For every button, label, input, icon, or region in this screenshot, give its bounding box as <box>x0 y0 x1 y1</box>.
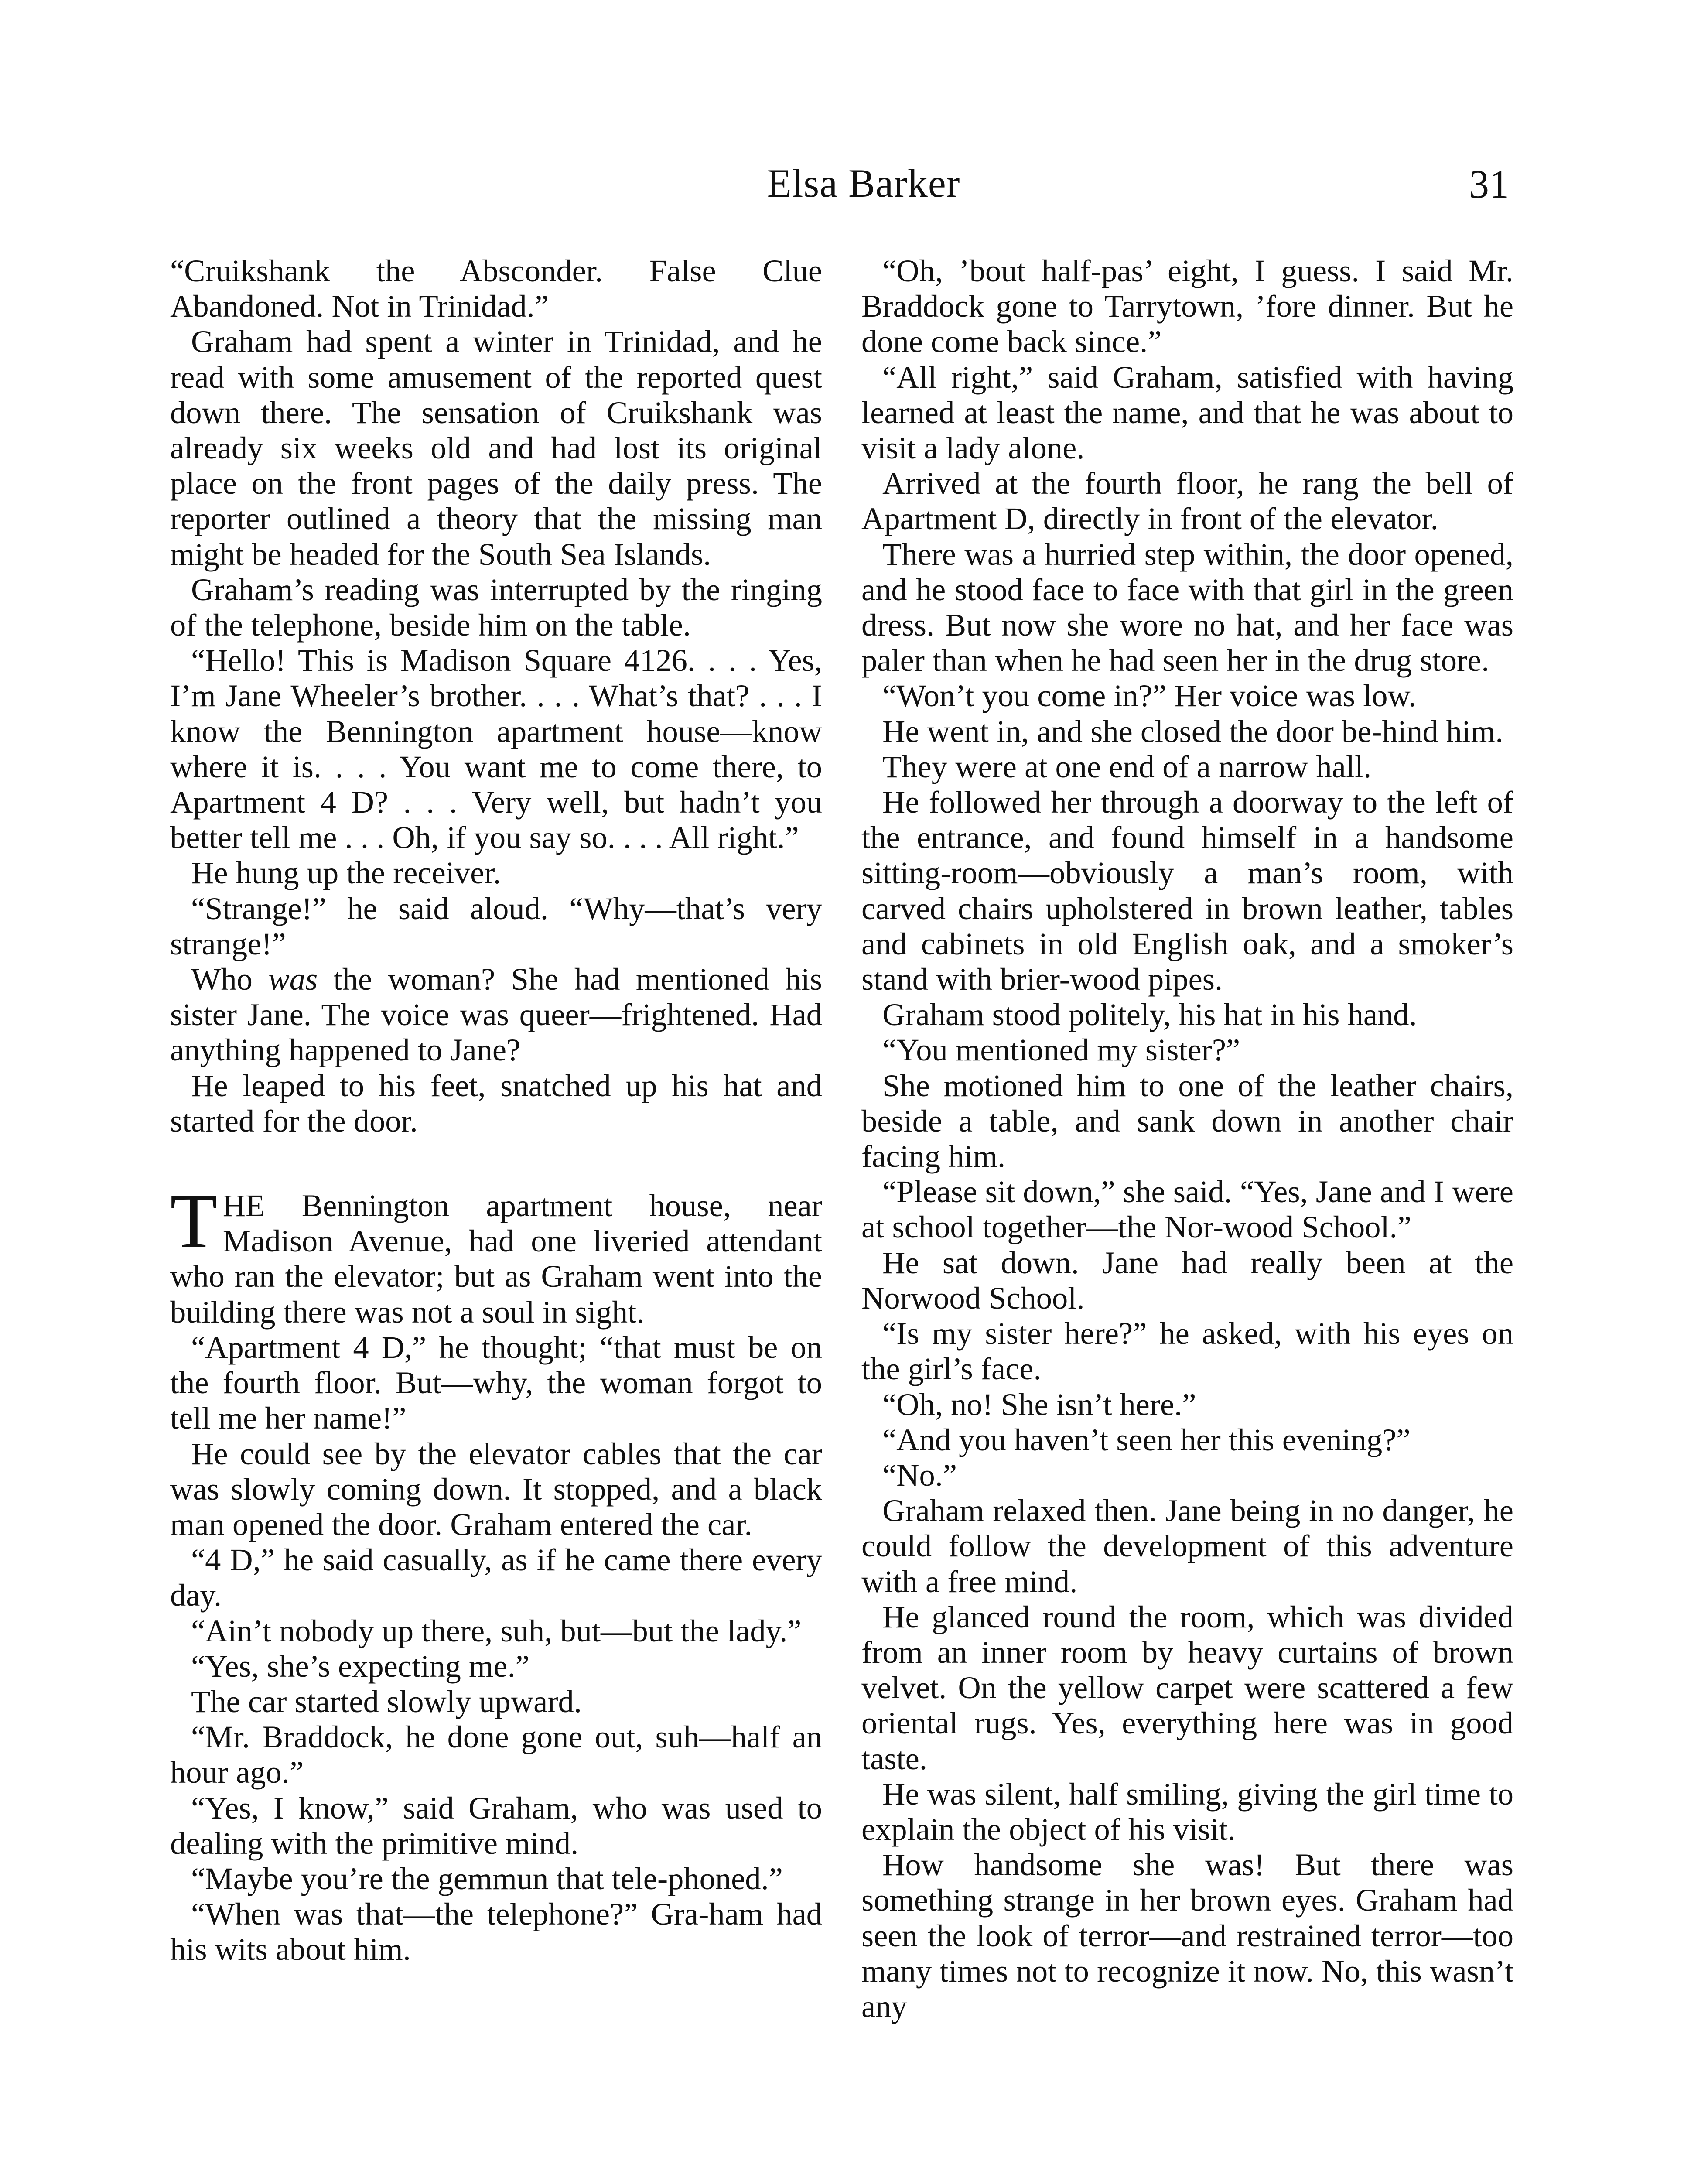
drop-cap: T <box>170 1178 218 1265</box>
paragraph: “No.” <box>882 1457 957 1493</box>
page-number: 31 <box>1469 162 1509 206</box>
paragraph: “Cruikshank the Absconder. False Clue Abandoned. Not in Trinidad.” <box>170 253 822 324</box>
paragraph: “Is my sister here?” he asked, with his eyes on the girl’s face. <box>861 1316 1513 1387</box>
paragraph: How handsome she was! But there was something strange in her brown eyes. Graham had seen the look of terror—and restrained terror—too many times not to recognize it now. No, this wasn’t any <box>861 1847 1513 2024</box>
paragraph: “Strange!” he said aloud. “Why—that’s very strange!” <box>170 890 822 961</box>
paragraph: She motioned him to one of the leather chairs, beside a table, and sank down in another chair facing him. <box>861 1067 1513 1174</box>
paragraph: He leaped to his feet, snatched up his hat and started for the door. <box>170 1067 822 1138</box>
paragraph: Arrived at the fourth floor, he rang the bell of Apartment D, directly in front of the elevator. <box>861 465 1513 537</box>
right-column <box>861 253 1513 2024</box>
emphasis-text: was <box>268 961 318 997</box>
paragraph: “Ain’t nobody up there, suh, but—but the lady.” <box>191 1613 802 1648</box>
paragraph: “Please sit down,” she said. “Yes, Jane and I were at school together—the Nor-wood School.” <box>861 1174 1513 1245</box>
paragraph: He glanced round the room, which was divided from an inner room by heavy curtains of brown velvet. On the yellow carpet were scattered a few oriental rugs. Yes, everything here was in good taste. <box>861 1599 1513 1776</box>
paragraph: He was silent, half smiling, giving the girl time to explain the object of his visit. <box>861 1776 1513 1847</box>
paragraph: The car started slowly upward. <box>191 1683 582 1719</box>
paragraph: He went in, and she closed the door be-hind him. <box>882 713 1503 749</box>
paragraph: “Hello! This is Madison Square 4126. . . . Yes, I’m Jane Wheeler’s brother. . . . What’s that? . . . I know the Bennington apartment house—know where it is. . . . You want me to come there, to Apartment 4 D? . . . Very well, but hadn’t you better tell me . . . Oh, if you say so. . . . All right.” <box>170 643 822 855</box>
paragraph: “Oh, no! She isn’t here.” <box>882 1386 1196 1422</box>
paragraph: Graham relaxed then. Jane being in no danger, he could follow the development of this adventure with a free mind. <box>861 1493 1513 1599</box>
paragraph: “And you haven’t seen her this evening?” <box>882 1422 1411 1457</box>
paragraph: Graham had spent a winter in Trinidad, and he read with some amusement of the reported quest down there. The sensation of Cruikshank was already six weeks old and had lost its original place on the front pages of the daily press. The reporter outlined a theory that the missing man might be headed for the South Sea Islands. <box>170 324 822 572</box>
paragraph-text: HE Bennington apartment house, near Madison Avenue, had one liveried attendant who ran the elevator; but as Graham went into the building there was not a soul in sight. <box>170 1188 822 1330</box>
paragraph: He sat down. Jane had really been at the Norwood School. <box>861 1244 1513 1316</box>
paragraph: Graham’s reading was interrupted by the ringing of the telephone, beside him on the table. <box>170 571 822 643</box>
paragraph: They were at one end of a narrow hall. <box>882 749 1372 784</box>
section-break <box>170 1138 822 1188</box>
paragraph: He hung up the receiver. <box>191 855 501 891</box>
paragraph: “You mentioned my sister?” <box>882 1032 1240 1068</box>
paragraph: He could see by the elevator cables that the car was slowly coming down. It stopped, and a black man opened the door. Graham entered the car. <box>170 1436 822 1542</box>
paragraph-text: the woman? She had mentioned his sister Jane. The voice was queer—frightened. Had anything happened to Jane? <box>170 961 822 1068</box>
paragraph: “Mr. Braddock, he done gone out, suh—half an hour ago.” <box>170 1719 822 1790</box>
section-opening-paragraph <box>170 1178 822 1330</box>
paragraph: He followed her through a doorway to the left of the entrance, and found himself in a handsome sitting-room—obviously a man’s room, with carved chairs upholstered in brown leather, tables and cabinets in old English oak, and a smoker’s stand with brier-wood pipes. <box>861 784 1513 997</box>
paragraph <box>170 961 822 1068</box>
paragraph: “All right,” said Graham, satisfied with having learned at least the name, and that he was about to visit a lady alone. <box>861 359 1513 466</box>
paragraph: “Maybe you’re the gemmun that tele-phoned.” <box>191 1860 783 1896</box>
left-column <box>170 253 822 1967</box>
paragraph: “Won’t you come in?” Her voice was low. <box>882 678 1417 714</box>
running-head-author: Elsa Barker <box>767 161 960 205</box>
paragraph: There was a hurried step within, the door opened, and he stood face to face with that girl in the green dress. But now she wore no hat, and her face was paler than when he had seen her in the drug store. <box>861 536 1513 678</box>
paragraph: “Yes, I know,” said Graham, who was used to dealing with the primitive mind. <box>170 1790 822 1861</box>
paragraph: “Yes, she’s expecting me.” <box>191 1648 529 1684</box>
paragraph-text: Who <box>191 961 269 997</box>
paragraph: “Apartment 4 D,” he thought; “that must be on the fourth floor. But—why, the woman forgot to tell me her name!” <box>170 1329 822 1436</box>
paragraph: “When was that—the telephone?” Gra-ham had his wits about him. <box>170 1896 822 1967</box>
paragraph: “Oh, ’bout half-pas’ eight, I guess. I said Mr. Braddock gone to Tarrytown, ’fore dinner. But he done come back since.” <box>861 253 1513 359</box>
paragraph: “4 D,” he said casually, as if he came there every day. <box>170 1542 822 1613</box>
paragraph: Graham stood politely, his hat in his hand. <box>882 997 1417 1032</box>
